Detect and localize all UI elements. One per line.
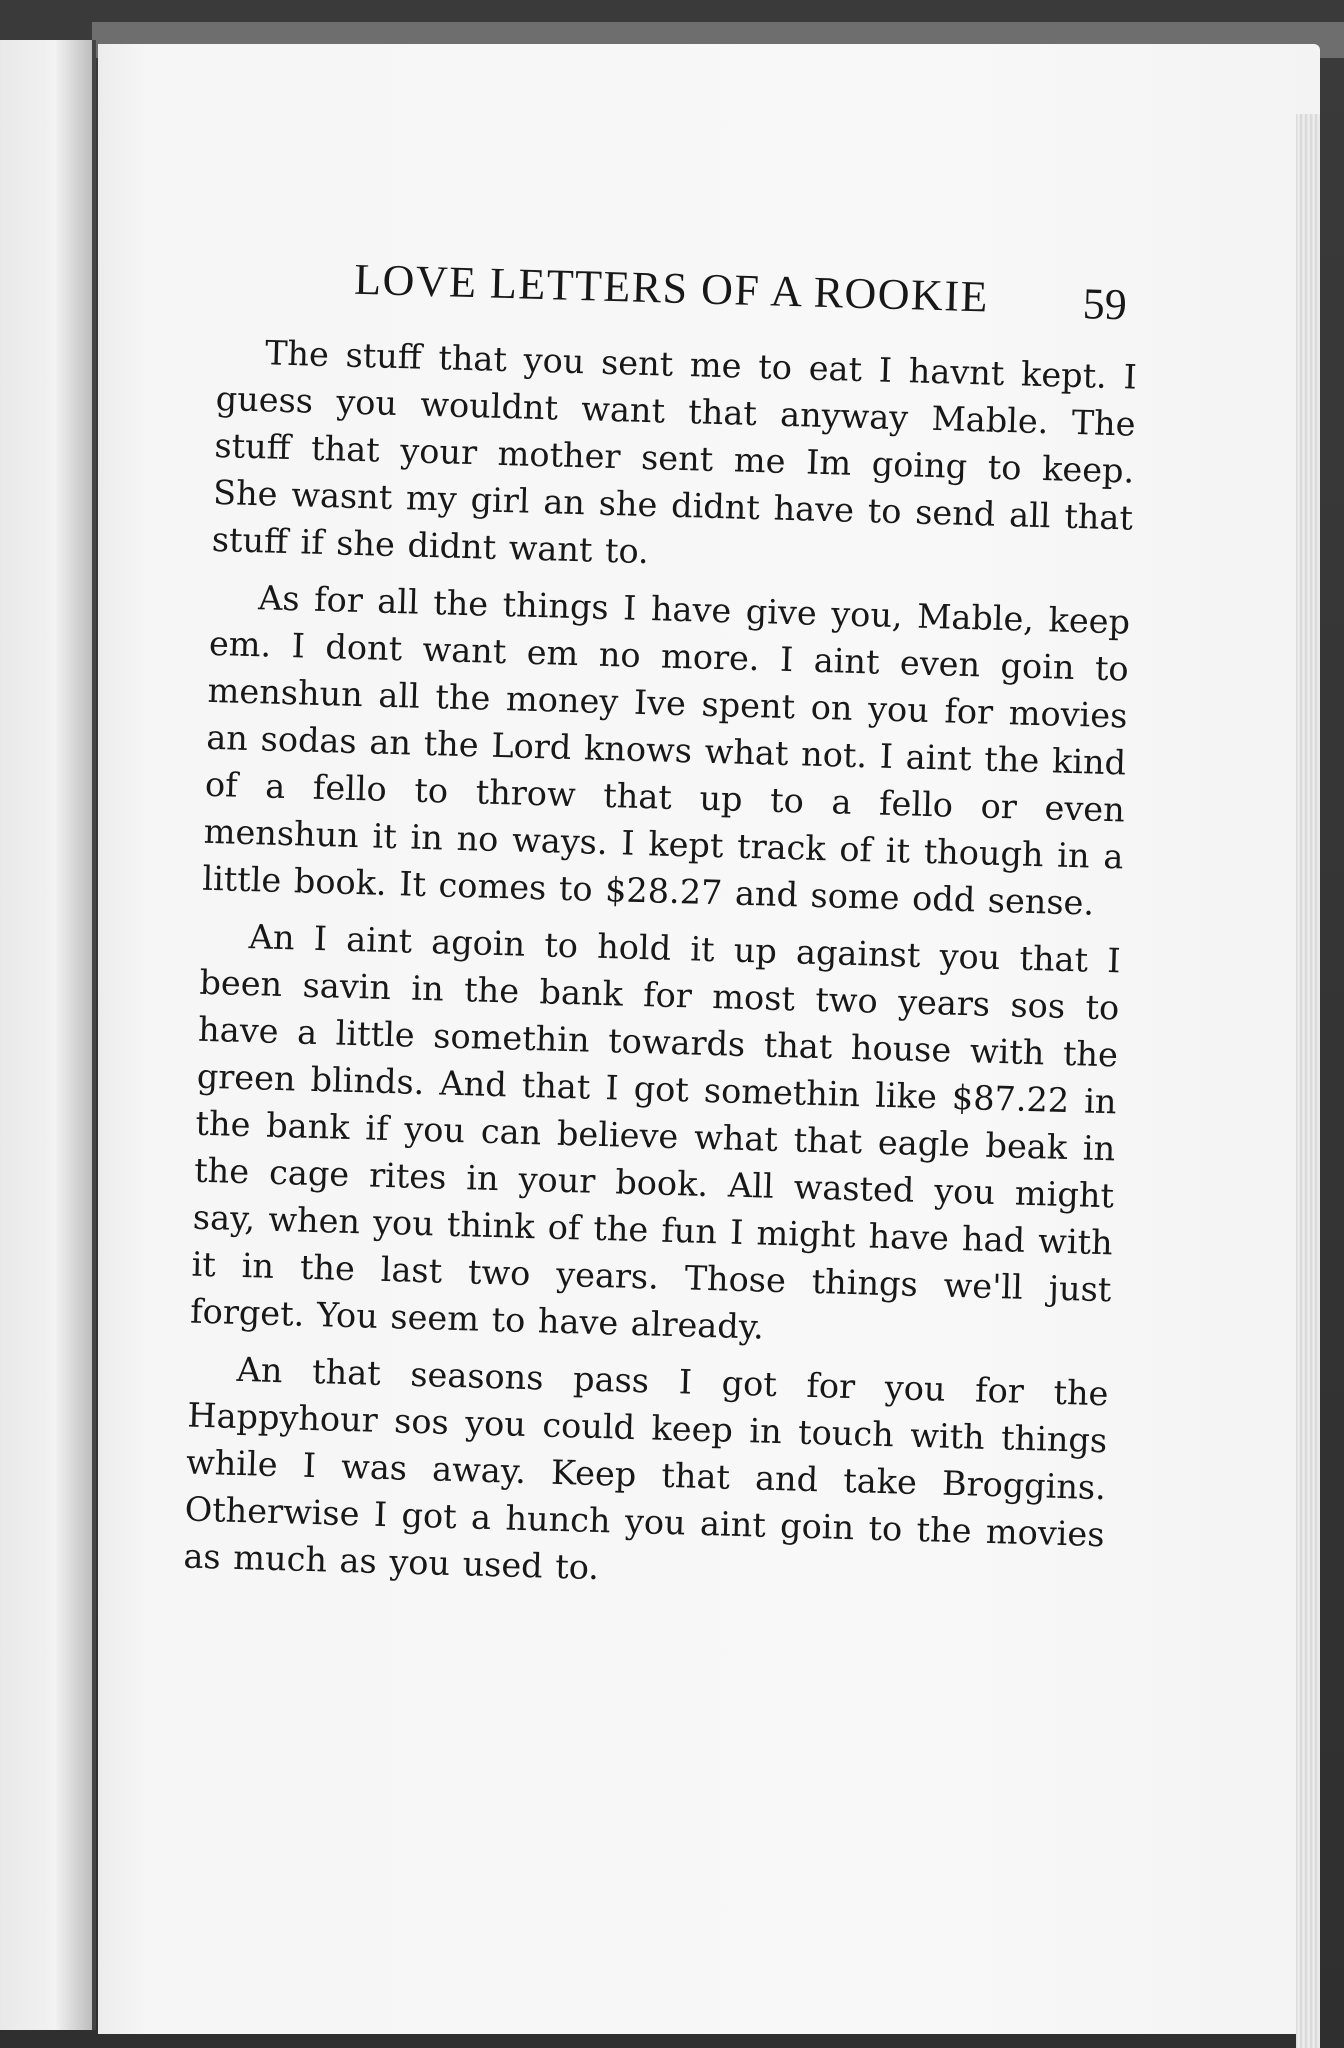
paragraph-1: The stuff that you sent me to eat I havnt kept. I guess you wouldnt want that anyway Mable. The stuff that your mother sent me Im going to keep. She wasnt my girl an she didnt have to send all that stuff if she didnt want to. — [211, 333, 1138, 572]
page-number: 59 — [1082, 279, 1128, 330]
paragraph-4: An that seasons pass I got for you for the Happyhour sos you could keep in touch with things while I was away. Keep that and take Broggins. Otherwise I got a hunch you aint goin to the movies as much as you used to. — [182, 1349, 1109, 1588]
previous-page-edge — [0, 40, 96, 2030]
page-text-block — [183, 250, 1140, 1615]
page-edge-stack — [1296, 114, 1320, 2048]
paragraph-2: As for all the things I have give you, Mable, keep em. I dont want em no more. I aint even goin to menshun all the money Ive spent on you for movies an sodas an the Lord knows what not. I aint the kind of a fello to throw that up to a fello or even menshun it in no ways. I kept track of it though in a little book. It comes to $28.27 and some odd sense. — [201, 578, 1131, 923]
running-title: LOVE LETTERS OF A ROOKIE — [353, 254, 990, 322]
paragraph-3: An I aint agoin to hold it up against you that I been savin in the bank for most two years sos to have a little somethin towards that house with the green blinds. And that I got somethin like $87.22 in the bank if you can believe what that eagle beak in the cage rites in your book. All wasted you might say, when you think of the fun I might have had with it in the last two years. Those things we'll just forget. You seem to have already. — [189, 917, 1122, 1347]
